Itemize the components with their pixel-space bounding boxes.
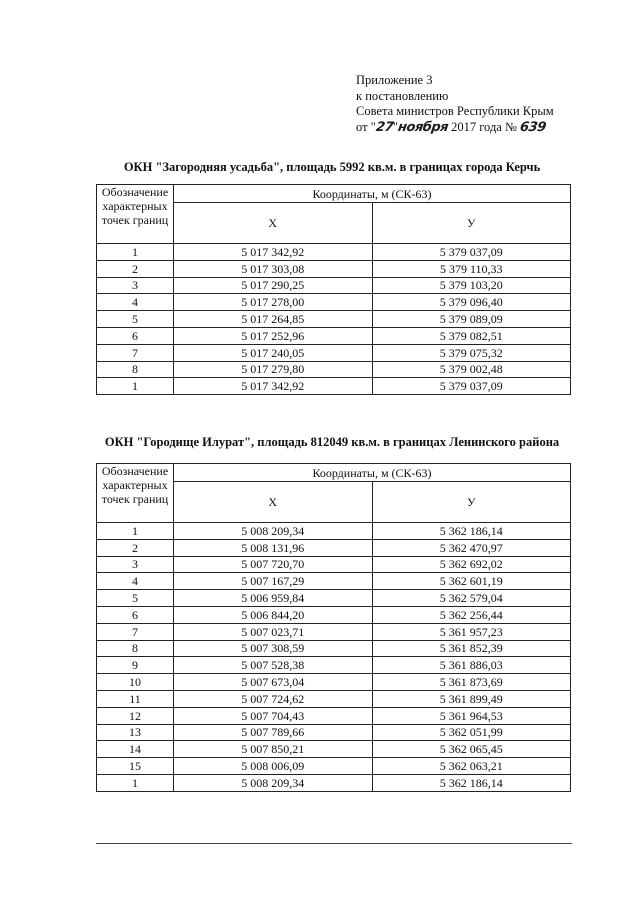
date-prefix: от ": [356, 119, 376, 134]
y-coordinate-cell: 5 379 103,20: [372, 277, 571, 294]
x-coordinate-cell: 5 006 959,84: [174, 590, 373, 607]
table-row: [97, 606, 571, 623]
point-number-cell: 3: [97, 556, 174, 573]
y-coordinate-cell: 5 361 852,39: [372, 640, 571, 657]
y-coordinate-cell: 5 361 964,53: [372, 707, 571, 724]
table-row: [97, 573, 571, 590]
x-coordinate-cell: 5 017 240,05: [174, 344, 373, 361]
x-coordinate-cell: 5 017 290,25: [174, 277, 373, 294]
table-row: [97, 640, 571, 657]
table-row: [97, 741, 571, 758]
table-row: [97, 674, 571, 691]
point-number-cell: 3: [97, 277, 174, 294]
y-coordinate-cell: 5 379 096,40: [372, 294, 571, 311]
header-coordinates: Координаты, м (СК-63): [174, 185, 571, 203]
x-coordinate-cell: 5 007 673,04: [174, 674, 373, 691]
y-coordinate-cell: 5 379 089,09: [372, 311, 571, 328]
coordinates-table-ilurat: [96, 463, 571, 792]
y-coordinate-cell: 5 361 957,23: [372, 623, 571, 640]
point-number-cell: 15: [97, 758, 174, 775]
x-coordinate-cell: 5 017 342,92: [174, 244, 373, 261]
x-coordinate-cell: 5 007 528,38: [174, 657, 373, 674]
handwritten-day: 27: [374, 119, 394, 135]
table-row: [97, 623, 571, 640]
y-coordinate-cell: 5 379 110,33: [372, 260, 571, 277]
point-number-cell: 1: [97, 774, 174, 791]
y-coordinate-cell: 5 362 065,45: [372, 741, 571, 758]
y-coordinate-cell: 5 379 037,09: [372, 244, 571, 261]
date-quote: ": [392, 119, 398, 134]
table-row: [97, 523, 571, 540]
appendix-resolution-ref: к постановлению: [356, 88, 449, 103]
header-x: Х: [174, 203, 373, 244]
point-number-cell: 8: [97, 640, 174, 657]
x-coordinate-cell: 5 007 023,71: [174, 623, 373, 640]
table1-title: ОКН "Загородняя усадьба", площадь 5992 кв.м. в границах города Керчь: [123, 160, 541, 174]
y-coordinate-cell: 5 379 002,48: [372, 361, 571, 378]
x-coordinate-cell: 5 008 006,09: [174, 758, 373, 775]
bottom-rule: [96, 843, 572, 844]
point-number-cell: 4: [97, 294, 174, 311]
y-coordinate-cell: 5 362 186,14: [372, 523, 571, 540]
header-y: У: [372, 203, 571, 244]
table-row: [97, 260, 571, 277]
y-coordinate-cell: 5 362 186,14: [372, 774, 571, 791]
y-coordinate-cell: 5 362 601,19: [372, 573, 571, 590]
point-number-cell: 2: [97, 539, 174, 556]
x-coordinate-cell: 5 007 704,43: [174, 707, 373, 724]
table-row: [97, 244, 571, 261]
point-number-cell: 5: [97, 311, 174, 328]
x-coordinate-cell: 5 007 308,59: [174, 640, 373, 657]
point-number-cell: 6: [97, 327, 174, 344]
x-coordinate-cell: 5 017 264,85: [174, 311, 373, 328]
handwritten-month: ноября: [396, 119, 450, 135]
x-coordinate-cell: 5 017 278,00: [174, 294, 373, 311]
header-x: Х: [174, 482, 373, 523]
point-number-cell: 11: [97, 690, 174, 707]
point-number-cell: 14: [97, 741, 174, 758]
x-coordinate-cell: 5 017 303,08: [174, 260, 373, 277]
y-coordinate-cell: 5 362 063,21: [372, 758, 571, 775]
point-number-cell: 5: [97, 590, 174, 607]
table-row: [97, 707, 571, 724]
x-coordinate-cell: 5 017 342,92: [174, 378, 373, 395]
table-row: [97, 327, 571, 344]
table-row: [97, 758, 571, 775]
point-number-cell: 7: [97, 344, 174, 361]
appendix-date-line: [356, 120, 554, 136]
header-y: У: [372, 482, 571, 523]
point-number-cell: 4: [97, 573, 174, 590]
table-row: [97, 657, 571, 674]
table-row: [97, 774, 571, 791]
table-row: [97, 556, 571, 573]
y-coordinate-cell: 5 361 899,49: [372, 690, 571, 707]
appendix-number: Приложение 3: [356, 73, 433, 87]
y-coordinate-cell: 5 362 579,04: [372, 590, 571, 607]
header-point-designation: Обозначение характерных точек границ: [97, 185, 174, 244]
table2-title: ОКН "Городище Илурат", площадь 812049 кв.м. в границах Ленинского района: [104, 435, 560, 449]
table-row: [97, 277, 571, 294]
x-coordinate-cell: 5 008 209,34: [174, 523, 373, 540]
table-row: [97, 311, 571, 328]
y-coordinate-cell: 5 379 082,51: [372, 327, 571, 344]
point-number-cell: 7: [97, 623, 174, 640]
y-coordinate-cell: 5 362 256,44: [372, 606, 571, 623]
header-point-designation: Обозначение характерных точек границ: [97, 464, 174, 523]
point-number-cell: 1: [97, 378, 174, 395]
x-coordinate-cell: 5 007 724,62: [174, 690, 373, 707]
y-coordinate-cell: 5 361 886,03: [372, 657, 571, 674]
table-row: [97, 539, 571, 556]
y-coordinate-cell: 5 361 873,69: [372, 674, 571, 691]
point-number-cell: 6: [97, 606, 174, 623]
x-coordinate-cell: 5 007 167,29: [174, 573, 373, 590]
x-coordinate-cell: 5 006 844,20: [174, 606, 373, 623]
point-number-cell: 1: [97, 244, 174, 261]
coordinates-table-kerch: [96, 184, 571, 395]
header-coordinates: Координаты, м (СК-63): [174, 464, 571, 482]
x-coordinate-cell: 5 008 131,96: [174, 539, 373, 556]
point-number-cell: 13: [97, 724, 174, 741]
appendix-council: Совета министров Республики Крым: [356, 104, 554, 118]
handwritten-number: 639: [519, 119, 547, 135]
y-coordinate-cell: 5 362 051,99: [372, 724, 571, 741]
y-coordinate-cell: 5 379 037,09: [372, 378, 571, 395]
x-coordinate-cell: 5 007 720,70: [174, 556, 373, 573]
point-number-cell: 1: [97, 523, 174, 540]
x-coordinate-cell: 5 017 279,80: [174, 361, 373, 378]
x-coordinate-cell: 5 008 209,34: [174, 774, 373, 791]
table-row: [97, 590, 571, 607]
table-row: [97, 690, 571, 707]
y-coordinate-cell: 5 379 075,32: [372, 344, 571, 361]
date-year: 2017 года №: [447, 119, 521, 134]
y-coordinate-cell: 5 362 470,97: [372, 539, 571, 556]
table-row: [97, 344, 571, 361]
table-row: [97, 724, 571, 741]
x-coordinate-cell: 5 007 789,66: [174, 724, 373, 741]
x-coordinate-cell: 5 017 252,96: [174, 327, 373, 344]
point-number-cell: 2: [97, 260, 174, 277]
table-row: [97, 361, 571, 378]
point-number-cell: 10: [97, 674, 174, 691]
point-number-cell: 8: [97, 361, 174, 378]
table-row: [97, 294, 571, 311]
point-number-cell: 9: [97, 657, 174, 674]
y-coordinate-cell: 5 362 692,02: [372, 556, 571, 573]
table-row: [97, 378, 571, 395]
x-coordinate-cell: 5 007 850,21: [174, 741, 373, 758]
appendix-header: [356, 73, 554, 135]
point-number-cell: 12: [97, 707, 174, 724]
